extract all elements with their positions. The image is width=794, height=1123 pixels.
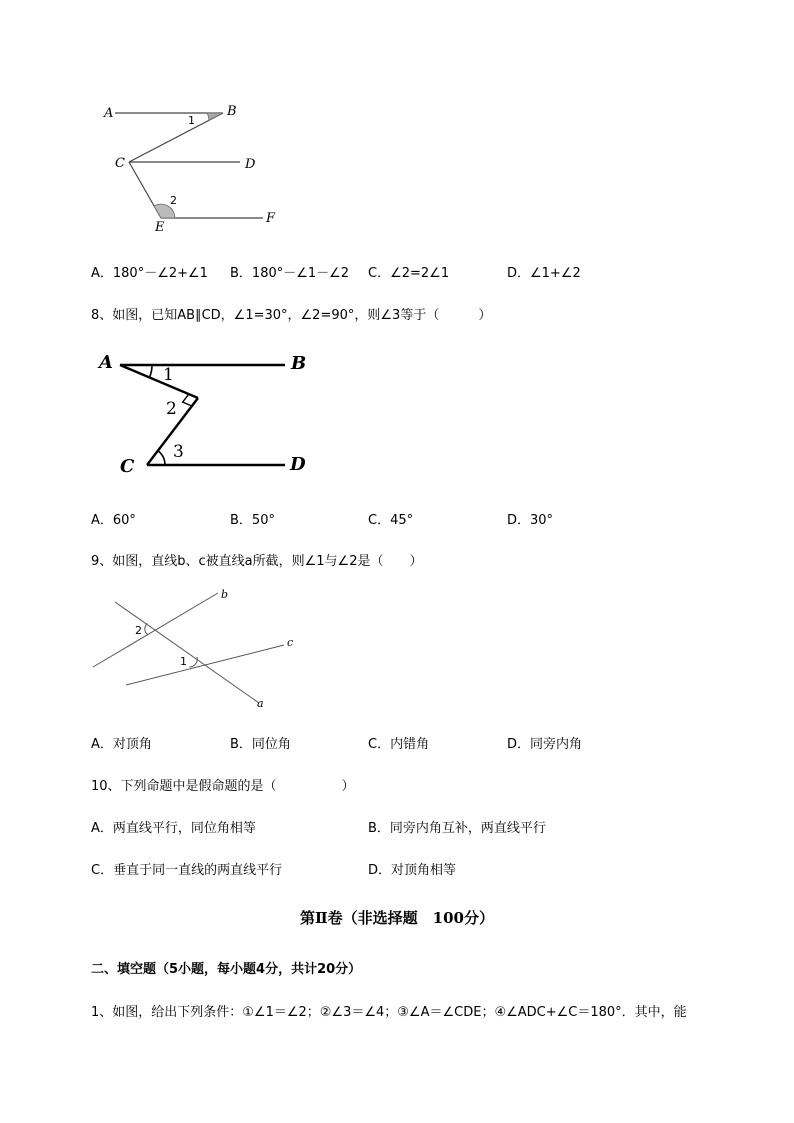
q10-option-d[interactable]: D．对顶角相等 — [368, 863, 457, 878]
fig7-label-F: F — [266, 211, 276, 226]
q10-option-b[interactable]: B．同旁内角互补，两直线平行 — [368, 821, 546, 836]
fig7-label-B: B — [227, 104, 237, 119]
q9-option-b[interactable]: B．同位角 — [230, 737, 291, 752]
fill-blank-q1-text: 1、如图，给出下列条件：①∠1＝∠2；②∠3＝∠4；③∠A＝∠CDE；④∠ADC+∠C＝180°．其中，能 — [91, 1005, 687, 1020]
q9-option-c[interactable]: C．内错角 — [368, 737, 430, 752]
fig8-label-A: A — [99, 352, 113, 373]
fig7-label-D: D — [245, 157, 256, 172]
q9-option-a[interactable]: A．对顶角 — [91, 737, 152, 752]
fig8-angle-2-label: 2 — [166, 399, 177, 419]
fig9-angle-2-label: 2 — [135, 624, 142, 637]
fig9-label-a: a — [257, 697, 264, 710]
fig8-label-C: C — [120, 456, 135, 477]
q9-stem: 9、如图，直线b、c被直线a所截，则∠1与∠2是（ ） — [91, 554, 423, 569]
fig7-label-C: C — [115, 156, 125, 171]
fig7-label-A: A — [104, 106, 114, 121]
q8-option-b[interactable]: B．50° — [230, 513, 275, 528]
q7-option-b[interactable]: B．180°－∠1－∠2 — [230, 266, 350, 281]
part2-title: 第Ⅱ卷（非选择题 100分） — [300, 909, 494, 927]
q10-option-c[interactable]: C．垂直于同一直线的两直线平行 — [91, 863, 283, 878]
fig9-label-b: b — [221, 588, 229, 601]
q7-option-d[interactable]: D．∠1+∠2 — [507, 266, 581, 281]
q10-stem: 10、下列命题中是假命题的是（ ） — [91, 779, 355, 794]
figure-q7-angles — [95, 95, 295, 240]
q8-option-c[interactable]: C．45° — [368, 513, 414, 528]
fig7-label-E: E — [155, 220, 165, 235]
q7-option-a[interactable]: A．180°－∠2+∠1 — [91, 266, 208, 281]
q8-option-a[interactable]: A．60° — [91, 513, 136, 528]
fig8-angle-3-label: 3 — [173, 442, 184, 462]
q7-option-c[interactable]: C．∠2=2∠1 — [368, 266, 450, 281]
q9-option-d[interactable]: D．同旁内角 — [507, 737, 583, 752]
q8-stem: 8、如图，已知AB∥CD，∠1=30°，∠2=90°，则∠3等于（ ） — [91, 308, 492, 323]
fig9-label-c: c — [287, 636, 294, 649]
fill-blank-section-heading: 二、填空题（5小题，每小题4分，共计20分） — [91, 962, 362, 977]
fig9-angle-1-label: 1 — [180, 655, 187, 668]
fig8-angle-1-label: 1 — [163, 365, 174, 385]
fig8-label-D: D — [290, 454, 306, 475]
fig8-label-B: B — [291, 353, 307, 374]
figure-q9-transversal — [90, 585, 310, 715]
q8-option-d[interactable]: D．30° — [507, 513, 554, 528]
fig7-angle-1-label: 1 — [188, 114, 195, 127]
fig7-angle-2-label: 2 — [170, 194, 177, 207]
q10-option-a[interactable]: A．两直线平行，同位角相等 — [91, 821, 256, 836]
